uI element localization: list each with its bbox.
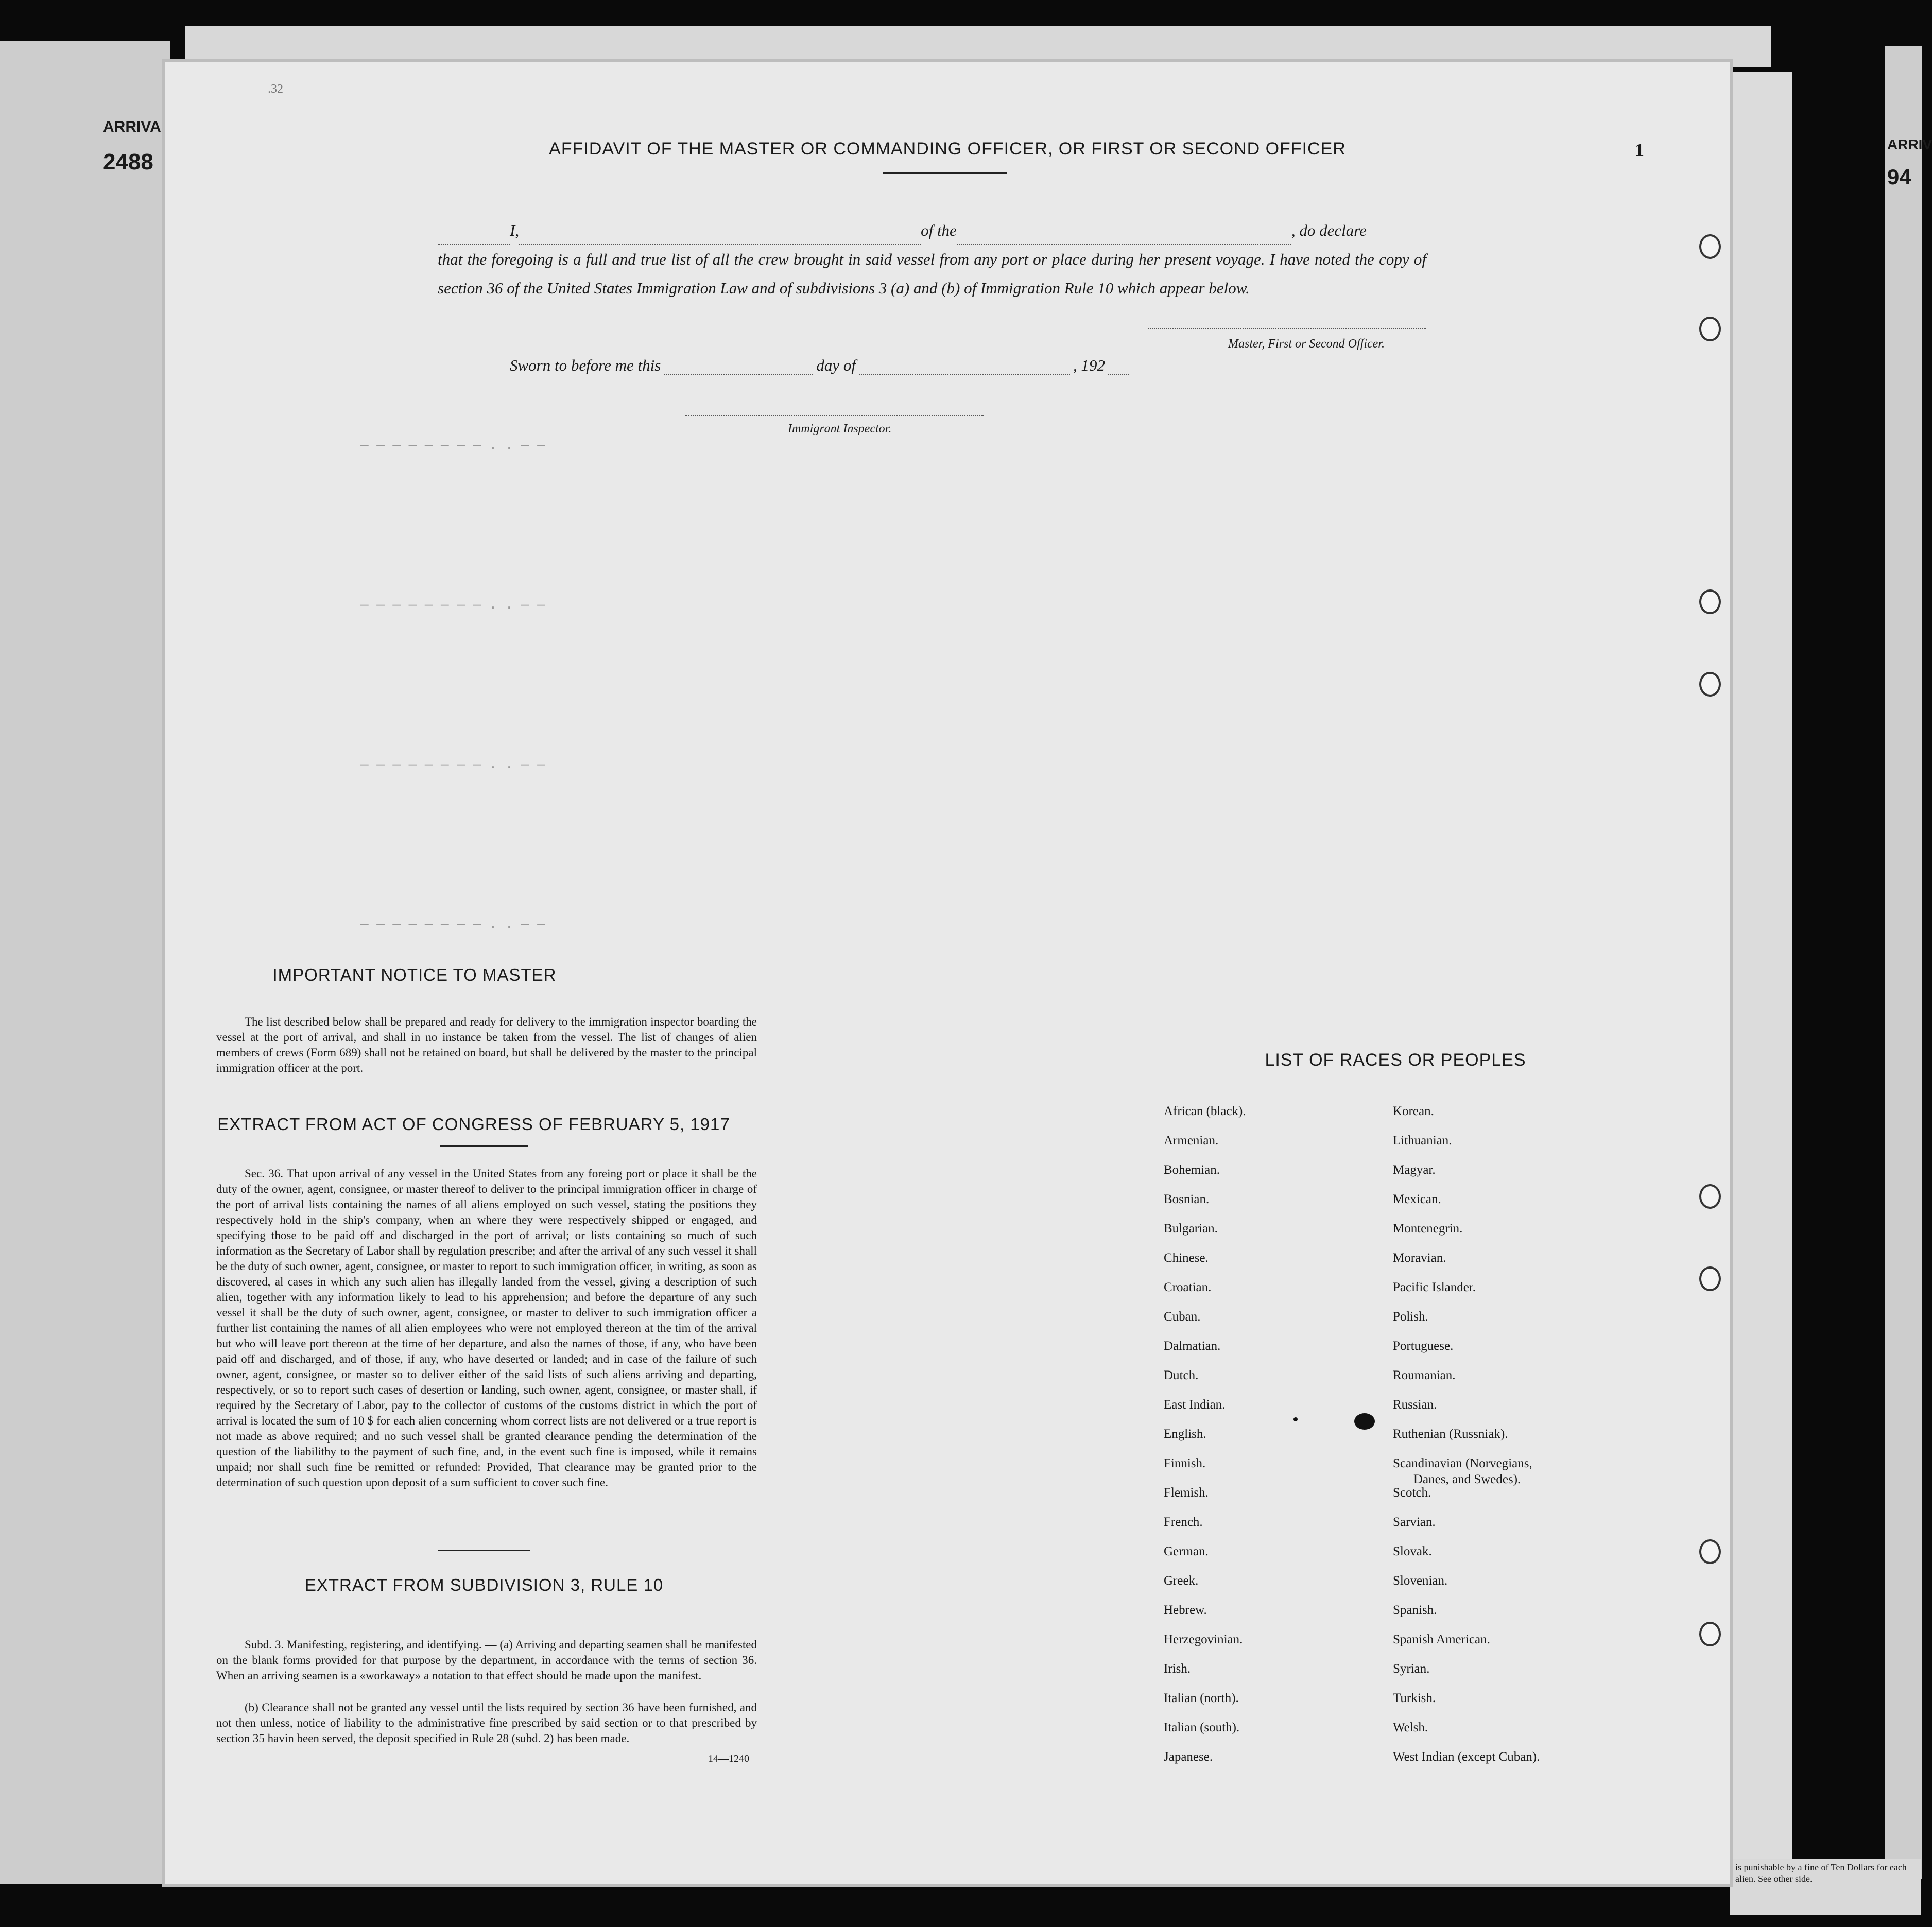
underlying-page-top	[185, 26, 1771, 67]
race-item: Pacific Islander.	[1393, 1280, 1476, 1294]
race-item: Ruthenian (Russniak).	[1393, 1427, 1508, 1441]
rule-extract-heading: EXTRACT FROM SUBDIVISION 3, RULE 10	[304, 1575, 664, 1594]
race-item: Slovenian.	[1393, 1574, 1448, 1588]
race-item: English.	[1164, 1427, 1206, 1441]
bleed-through-row: — — — — — — — — . . — —	[360, 438, 545, 453]
race-item: Hebrew.	[1164, 1603, 1207, 1617]
sworn-line	[510, 356, 1129, 375]
binder-hole	[1699, 234, 1721, 259]
binder-hole	[1699, 672, 1721, 697]
race-item: Bosnian.	[1164, 1192, 1210, 1206]
race-item: Armenian.	[1164, 1134, 1219, 1148]
race-item: Italian (south).	[1164, 1721, 1240, 1734]
race-item: Korean.	[1393, 1104, 1434, 1118]
page-number: 1	[1635, 140, 1644, 160]
race-item: Dutch.	[1164, 1368, 1199, 1382]
sworn-day-of: day of	[816, 356, 856, 374]
race-item: Welsh.	[1393, 1721, 1428, 1734]
race-item: Turkish.	[1393, 1691, 1436, 1705]
races-heading: LIST OF RACES OR PEOPLES	[1265, 1050, 1526, 1070]
binder-hole	[1699, 1622, 1721, 1646]
binder-hole	[1699, 1266, 1721, 1291]
right-arrival-label: ARRIV	[1887, 136, 1932, 152]
sworn-year: , 192	[1073, 356, 1105, 374]
race-item: Herzegovinian.	[1164, 1633, 1243, 1646]
right-arrival-number: 94	[1887, 165, 1911, 189]
left-arrival-label: ARRIVA	[103, 118, 161, 135]
race-item: Flemish.	[1164, 1486, 1209, 1500]
race-item: African (black).	[1164, 1104, 1246, 1118]
race-item: Slovak.	[1393, 1544, 1432, 1558]
form-number: 14—1240	[708, 1753, 749, 1764]
race-item: Russian.	[1393, 1398, 1437, 1412]
race-item: Polish.	[1393, 1310, 1428, 1324]
race-item: Magyar.	[1393, 1163, 1436, 1177]
race-item: Croatian.	[1164, 1280, 1212, 1294]
underlying-page-right	[1885, 46, 1922, 1879]
binder-hole	[1699, 1184, 1721, 1209]
race-item: French.	[1164, 1515, 1203, 1529]
race-item: Sarvian.	[1393, 1515, 1436, 1529]
declaration-do-declare: , do declare	[1291, 221, 1367, 239]
bleed-through-row: — — — — — — — — . . — —	[360, 916, 545, 932]
declaration-body: that the foregoing is a full and true list of all the crew brought in said vessel from any port or place during her present voyage. I have noted the copy of section 36 of the United States Immigration Law and of subdivisions 3 (a) and (b) of Immigration Rule 10 which appear below.	[438, 250, 1426, 297]
notice-text: The list described below shall be prepared and ready for delivery to the immigration inspector boarding the vessel at the port of arrival, and shall in no instance be taken from the vessel. The list of changes of alien members of crews (Form 689) shall not be retained on board, but shall be delivered by the master to the principal immigration officer at the port.	[216, 1015, 757, 1074]
race-item: Mexican.	[1393, 1192, 1441, 1206]
race-item: Scotch.	[1393, 1486, 1431, 1500]
declaration-line-1	[438, 216, 1426, 245]
ink-blot	[1354, 1413, 1375, 1430]
binder-hole	[1699, 589, 1721, 614]
race-item: Bohemian.	[1164, 1163, 1220, 1177]
sworn-day-blank	[664, 374, 813, 375]
race-item: West Indian (except Cuban).	[1393, 1750, 1540, 1764]
ink-dot	[1293, 1417, 1298, 1421]
race-item: German.	[1164, 1544, 1209, 1558]
race-item: Scandinavian (Norvegians,	[1393, 1456, 1532, 1470]
race-item: Spanish American.	[1393, 1633, 1490, 1646]
race-item: Montenegrin.	[1393, 1222, 1463, 1236]
race-item: Portuguese.	[1393, 1339, 1454, 1353]
declaration	[438, 216, 1426, 303]
race-item: Cuban.	[1164, 1310, 1201, 1324]
race-item: Syrian.	[1393, 1662, 1430, 1676]
affidavit-page	[165, 62, 1730, 1884]
race-item: Irish.	[1164, 1662, 1191, 1676]
sworn-month-blank	[859, 374, 1070, 375]
affidavit-title: AFFIDAVIT OF THE MASTER OR COMMANDING OFFICER, OR FIRST OR SECOND OFFICER	[549, 139, 1346, 159]
rule-extract-text-a: Subd. 3. Manifesting, registering, and identifying. — (a) Arriving and departing seamen shall be manifested on the blank forms provided for that purpose by the department, in accordance with the terms of section 36. When an arriving seamen is a «workaway» a notation to that effect should be made upon the manifest.	[216, 1638, 757, 1682]
binder-hole	[1699, 317, 1721, 341]
race-item: Dalmatian.	[1164, 1339, 1221, 1353]
bleed-through-row: — — — — — — — — . . — —	[360, 597, 545, 613]
declaration-of-the: of the	[921, 221, 957, 239]
race-item: Italian (north).	[1164, 1691, 1239, 1705]
race-item: Moravian.	[1393, 1251, 1446, 1265]
bottom-note: is punishable by a fine of Ten Dollars for each alien. See other side.	[1735, 1862, 1907, 1884]
binder-hole	[1699, 1539, 1721, 1564]
race-item: Greek.	[1164, 1574, 1199, 1588]
bottom-note-strip	[1730, 1859, 1921, 1915]
inspector-signature-line	[685, 415, 984, 416]
inspector-label: Immigrant Inspector.	[788, 422, 892, 436]
sworn-year-blank	[1108, 374, 1129, 375]
race-item: Spanish.	[1393, 1603, 1437, 1617]
race-item: Lithuanian.	[1393, 1134, 1452, 1148]
sworn-prefix: Sworn to before me this	[510, 356, 661, 374]
race-item: Finnish.	[1164, 1456, 1206, 1470]
act-extract-text: Sec. 36. That upon arrival of any vessel in the United States from any foreing port or place it shall be the duty of the owner, agent, consignee, or master thereof to deliver to the principal immigration officer in charge of the port of arrival lists containing the names of all aliens employed on such vessel, stating the positions they respectively hold in the ship's company, when an where they were respectively shipped or engaged, and specifying those to be paid off and discharged in the port of arrival; or lists containing so much of such information as the Secretary of Labor shall by regulation prescribe; and after the arrival of any such vessel it shall be the duty of such owner, agent, consignee, or master to report to such immigration officer, in writing, as soon as discovered, al cases in which any such alien has illegally landed from the vessel, giving a description of such alien, together with any information likely to lead to his apprehension; and before the departure of any such vessel it shall be the duty of such owner, agent, consignee, or master to deliver to such immigration officer a further list containing the names of all alien employees who were not employed thereon at the tim of the arrival but who will leave port thereon at the time of her departure, and also the names of those, if any, who have been paid off and discharged, and of those, if any, who have deserted or landed; and in case of the failure of such owner, agent, consignee, or master so to deliver either of the said lists of such aliens arriving and departing, respectively, or so to report such cases of desertion or landing, such owner, agent, consignee, or master shall, if required by the Secretary of Labor, pay to the collector of customs of the customs district in which the port of arrival is located the sum of 10 $ for each alien concerning whom correct lists are not delivered or a true report is not made as above required; and no such vessel shall be granted clearance pending the determination of the question of the liabilithy to the payment of such fine, and, in the event such fine is imposed, while it remains unpaid; nor shall such fine be remitted or refunded: Provided, That clearance may be granted prior to the determination of such question upon deposit of a sum sufficient to cover such fine.	[216, 1167, 757, 1489]
rule-extract-text-b: (b) Clearance shall not be granted any vessel until the lists required by section 36 have been furnished, and not then unless, notice of liability to the administrative fine prescribed by said section or to that prescribed by section 35 havin been served, the deposit specified in Rule 28 (subd. 2) has been made.	[216, 1701, 757, 1745]
bleed-through-row: — — — — — — — — . . — —	[360, 757, 545, 772]
rule-section-divider	[438, 1550, 530, 1551]
race-item: Bulgarian.	[1164, 1222, 1218, 1236]
act-heading-underline	[440, 1145, 528, 1147]
race-item-continuation: Danes, and Swedes).	[1413, 1472, 1521, 1486]
act-extract-heading: EXTRACT FROM ACT OF CONGRESS OF FEBRUARY 5, 1917	[217, 1115, 730, 1134]
left-arrival-number: 2488	[103, 149, 153, 175]
underlying-page-under-right	[1730, 72, 1792, 1864]
signature-line	[1148, 328, 1426, 329]
declaration-i: I,	[510, 221, 520, 239]
top-mark: .32	[268, 82, 283, 96]
race-item: Japanese.	[1164, 1750, 1213, 1764]
underlying-page-left	[0, 41, 170, 1884]
notice-heading: IMPORTANT NOTICE TO MASTER	[272, 965, 557, 984]
title-underline	[883, 172, 1007, 174]
race-item: East Indian.	[1164, 1398, 1226, 1412]
signature-label: Master, First or Second Officer.	[1228, 337, 1385, 351]
race-item: Roumanian.	[1393, 1368, 1456, 1382]
race-item: Chinese.	[1164, 1251, 1209, 1265]
